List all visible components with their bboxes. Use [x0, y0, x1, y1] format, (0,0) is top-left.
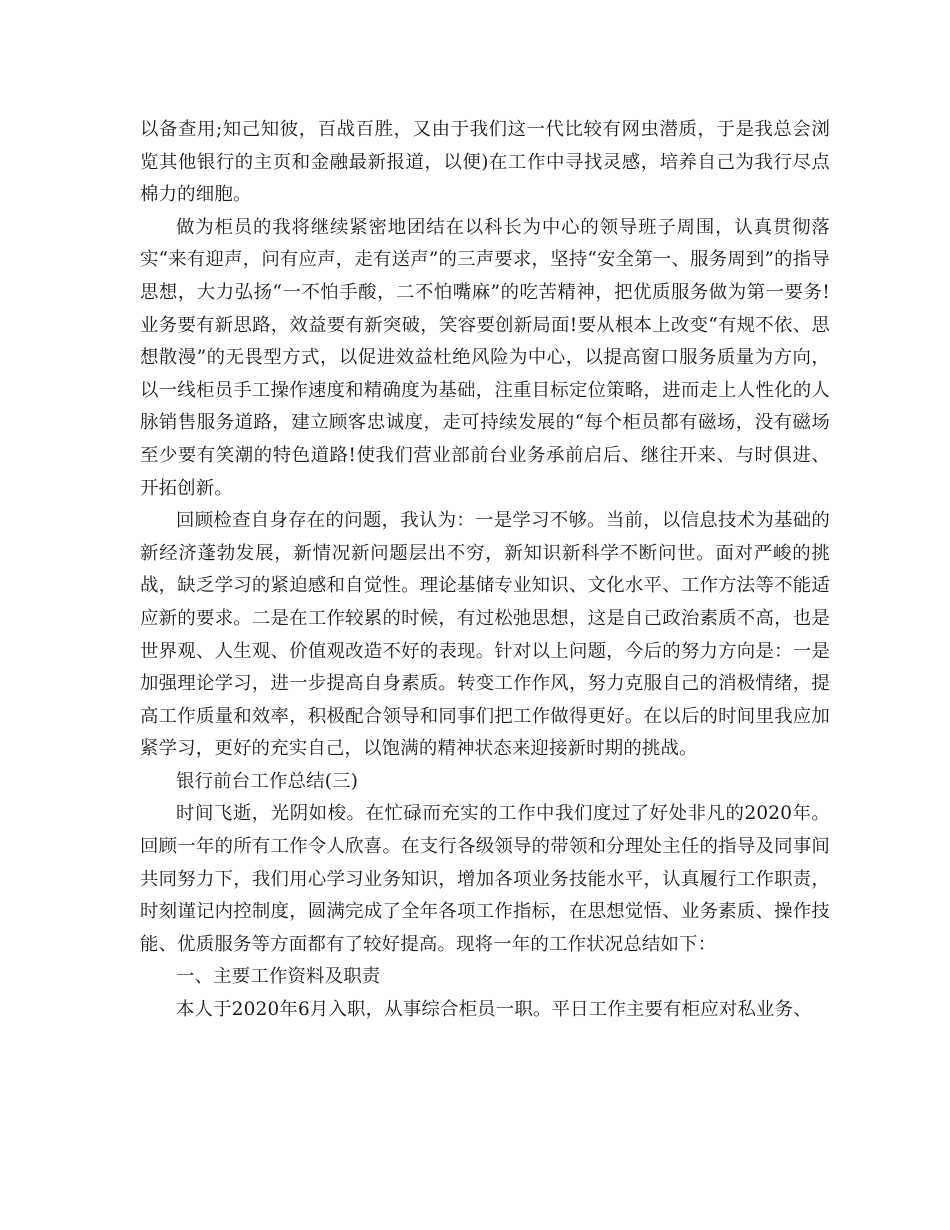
document-body [140, 114, 830, 1027]
paragraph-continuation: 以备查用;知己知彼，百战百胜，又由于我们这一代比较有网虫潜质，于是我总会浏览其他银行的主页和金融最新报道，以便)在工作中寻找灵感，培养自己为我行尽点棉力的细胞。 [140, 119, 830, 206]
paragraph-duties-start: 本人于2020年6月入职，从事综合柜员一职。平日工作主要有柜应对私业务、 [176, 999, 812, 1021]
paragraph-counter-staff-commitment: 做为柜员的我将继续紧密地团结在以科长为中心的领导班子周围，认真贯彻落实“来有迎声，问有应声，走有送声”的三声要求，坚持“安全第一、服务周到”的指导思想，大力弘扬“一不怕手酸，二不怕嘴麻”的吃苦精神，把优质服务做为第一要务!业务要有新思路，效益要有新突破，笑容要创新局面!要从根本上改变“有规不依、思想散漫”的无畏型方式，以促进效益杜绝风险为中心，以提高窗口服务质量为方向，以一线柜员手工操作速度和精确度为基础，注重目标定位策略，进而走上人性化的人脉销售服务道路，建立顾客忠诚度，走可持续发展的“每个柜员都有磁场，没有磁场至少要有笑潮的特色道路!使我们营业部前台业务承前启后、继往开来、与时俱进、开拓创新。 [140, 216, 830, 499]
paragraph-year-review: 时间飞逝，光阴如梭。在忙碌而充实的工作中我们度过了好处非凡的2020年。回顾一年的所有工作令人欣喜。在支行各级领导的带领和分理处主任的指导及同事间共同努力下，我们用心学习业务知识，增加各项业务技能水平，认真履行工作职责，时刻谨记内控制度，圆满完成了全年各项工作指标，在思想觉悟、业务素质、操作技能、优质服务等方面都有了较好提高。现将一年的工作状况总结如下： [140, 803, 830, 955]
section-heading-summary-three: 银行前台工作总结(三) [176, 770, 359, 792]
paragraph-self-review: 回顾检查自身存在的问题，我认为：一是学习不够。当前，以信息技术为基础的新经济蓬勃发展，新情况新问题层出不穷，新知识新科学不断问世。面对严峻的挑战，缺乏学习的紧迫感和自觉性。理论基储专业知识、文化水平、工作方法等不能适应新的要求。二是在工作较累的时候，有过松弛思想，这是自己政治素质不高，也是世界观、人生观、价值观改造不好的表现。针对以上问题，今后的努力方向是：一是加强理论学习，进一步提高自身素质。转变工作作风，努力克服自己的消极情绪，提高工作质量和效率，积极配合领导和同事们把工作做得更好。在以后的时间里我应加紧学习，更好的充实自己，以饱满的精神状态来迎接新时期的挑战。 [140, 510, 830, 760]
section-heading-main-duties: 一、主要工作资料及职责 [176, 966, 381, 988]
